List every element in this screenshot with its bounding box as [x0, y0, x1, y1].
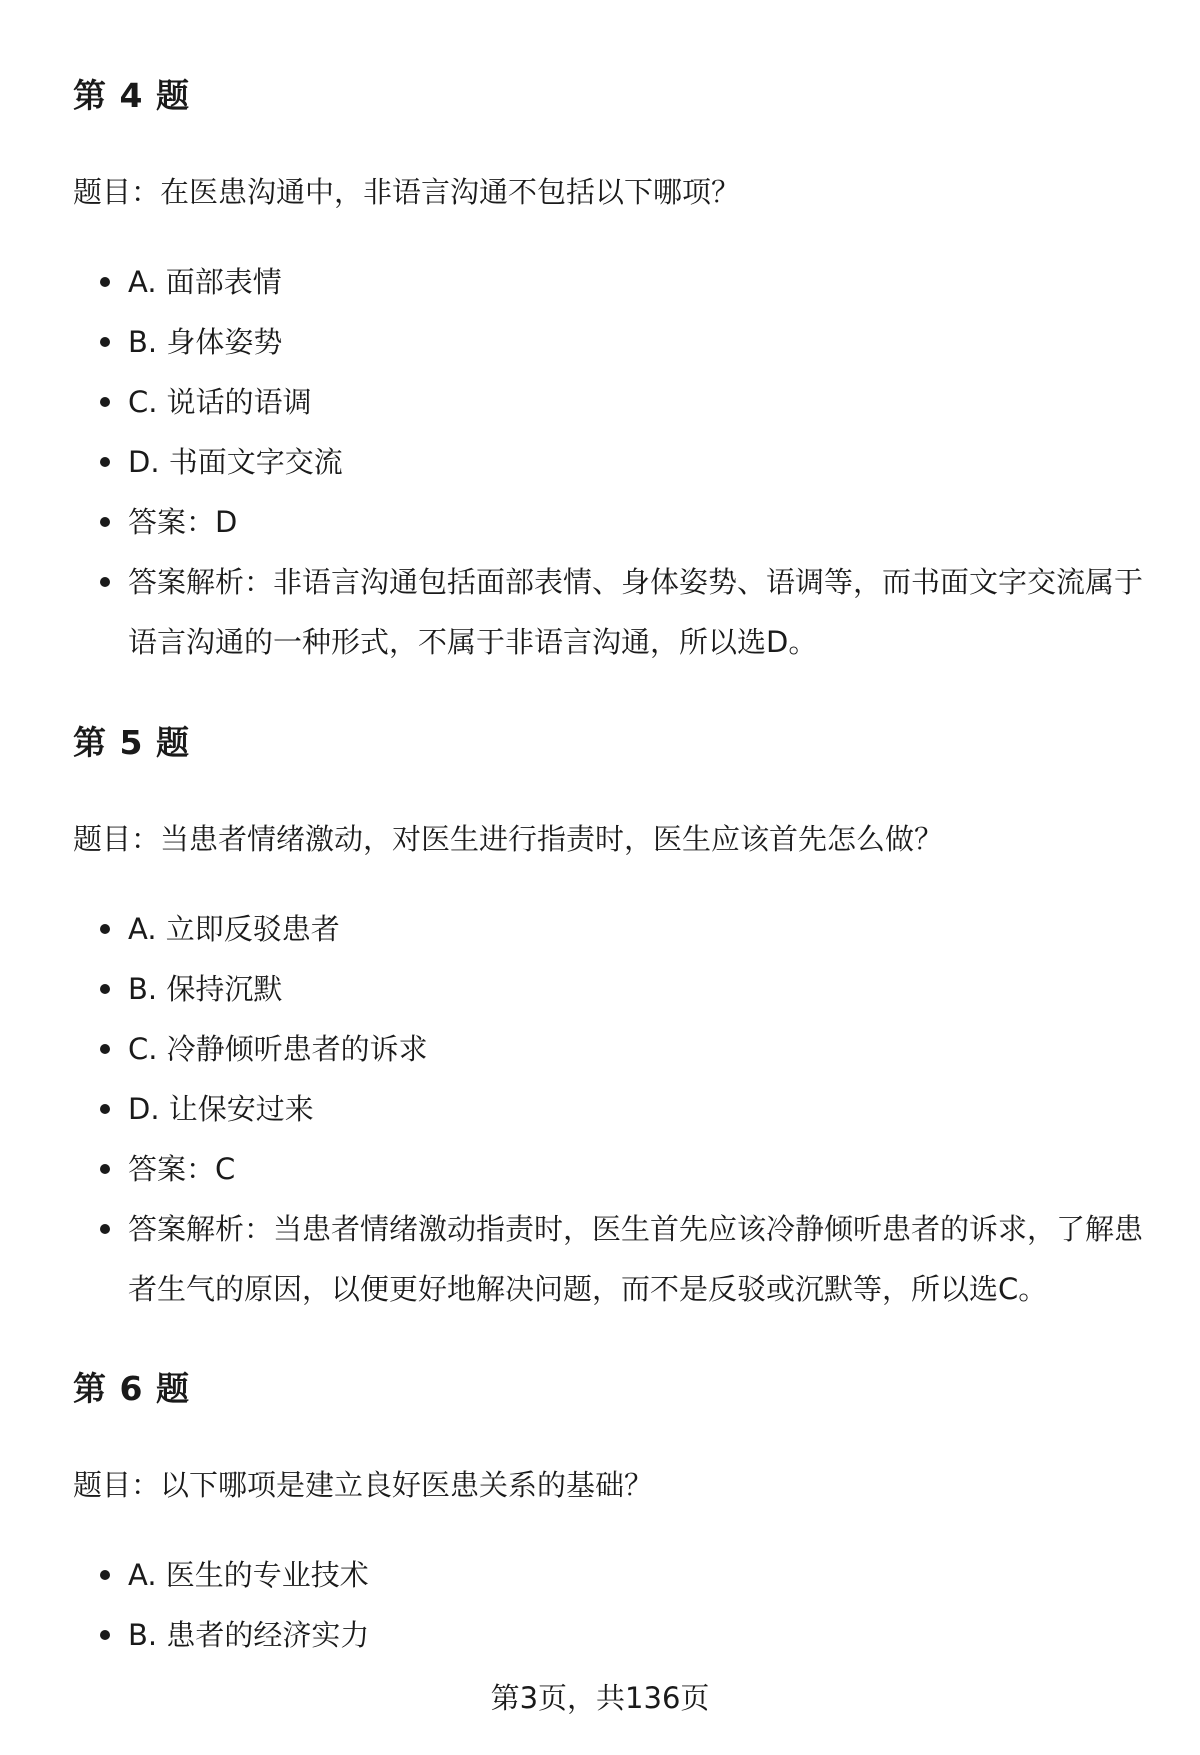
question-5 [73, 723, 1143, 1319]
option-b [73, 312, 1143, 372]
answer [73, 1139, 1143, 1199]
bullet-icon [100, 1104, 110, 1114]
bullet-icon [100, 1224, 110, 1234]
answer-explanation [73, 1199, 1143, 1319]
question-prompt: 题目：当患者情绪激动，对医生进行指责时，医生应该首先怎么做？ [73, 822, 944, 856]
option-text: D. 书面文字交流 [128, 445, 343, 479]
bullet-icon [100, 924, 110, 934]
option-c [73, 372, 1143, 432]
answer-text: 答案：D [128, 505, 238, 539]
option-list [73, 899, 1143, 1319]
bullet-icon [100, 1044, 110, 1054]
option-text: A. 面部表情 [128, 265, 282, 299]
option-b [73, 1605, 1143, 1665]
explanation-text: 答案解析：非语言沟通包括面部表情、身体姿势、语调等，而书面文字交流属于语言沟通的一种形式，不属于非语言沟通，所以选D。 [128, 565, 1144, 659]
bullet-icon [100, 277, 110, 287]
question-4 [73, 76, 1143, 672]
option-text: D. 让保安过来 [128, 1092, 314, 1126]
question-heading: 第 6 题 [73, 1369, 190, 1408]
option-text: B. 身体姿势 [128, 325, 283, 359]
question-6 [73, 1369, 1143, 1665]
option-d [73, 1079, 1143, 1139]
option-a [73, 1545, 1143, 1605]
answer-text: 答案：C [128, 1152, 236, 1186]
option-text: C. 冷静倾听患者的诉求 [128, 1032, 428, 1066]
question-prompt: 题目：以下哪项是建立良好医患关系的基础？ [73, 1468, 654, 1502]
bullet-icon [100, 517, 110, 527]
option-a [73, 252, 1143, 312]
question-prompt: 题目：在医患沟通中，非语言沟通不包括以下哪项？ [73, 175, 741, 209]
option-text: B. 保持沉默 [128, 972, 283, 1006]
option-c [73, 1019, 1143, 1079]
bullet-icon [100, 577, 110, 587]
option-text: B. 患者的经济实力 [128, 1618, 370, 1652]
question-heading: 第 4 题 [73, 76, 190, 115]
bullet-icon [100, 1630, 110, 1640]
bullet-icon [100, 1164, 110, 1174]
bullet-icon [100, 984, 110, 994]
bullet-icon [100, 457, 110, 467]
page-number: 第3页，共136页 [490, 1681, 710, 1715]
option-list [73, 252, 1143, 672]
option-list [73, 1545, 1143, 1665]
option-text: C. 说话的语调 [128, 385, 312, 419]
bullet-icon [100, 337, 110, 347]
explanation-text: 答案解析：当患者情绪激动指责时，医生首先应该冷静倾听患者的诉求，了解患者生气的原因，以便更好地解决问题，而不是反驳或沉默等，所以选C。 [128, 1212, 1144, 1306]
bullet-icon [100, 397, 110, 407]
option-b [73, 959, 1143, 1019]
option-text: A. 医生的专业技术 [128, 1558, 369, 1592]
question-heading: 第 5 题 [73, 723, 190, 762]
bullet-icon [100, 1570, 110, 1580]
option-text: A. 立即反驳患者 [128, 912, 340, 946]
answer [73, 492, 1143, 552]
option-a [73, 899, 1143, 959]
answer-explanation [73, 552, 1143, 672]
option-d [73, 432, 1143, 492]
